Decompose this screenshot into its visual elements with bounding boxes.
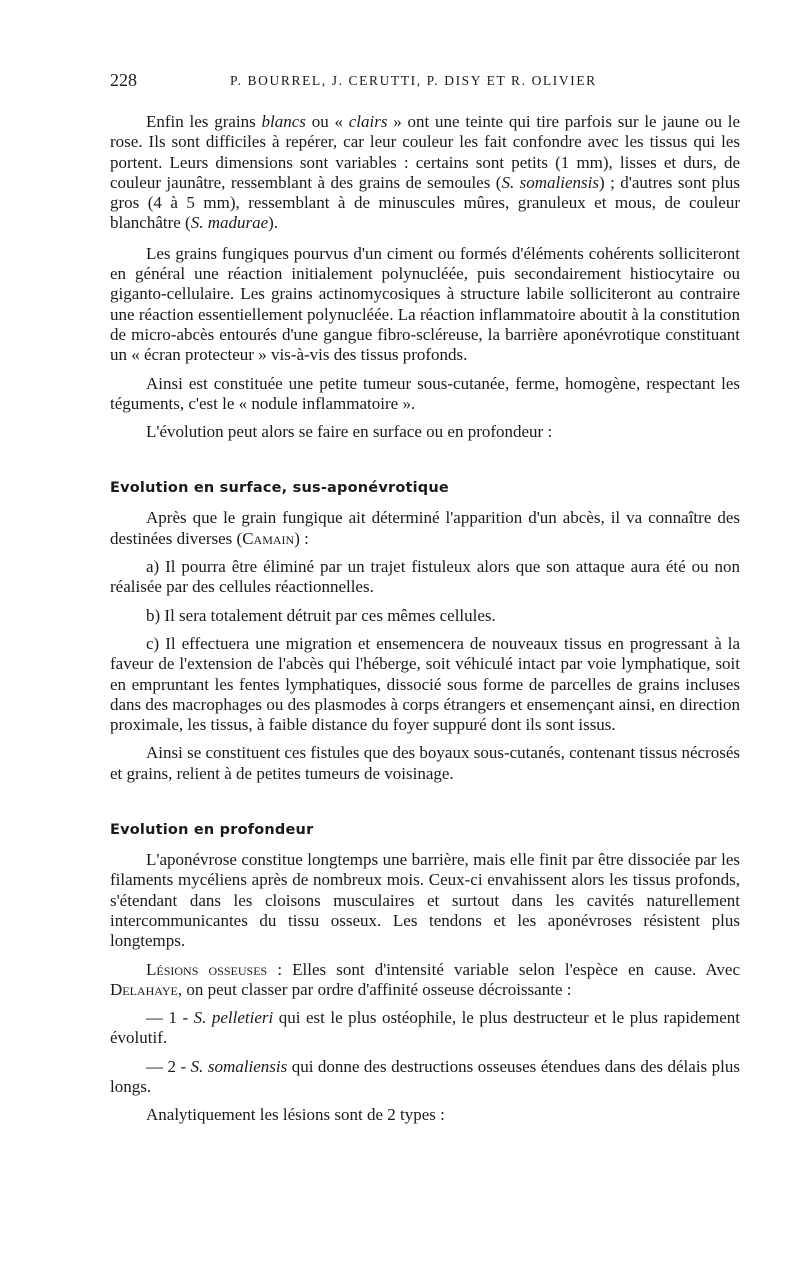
species-name: S. pelletieri: [193, 1008, 274, 1028]
italic-term: blancs: [261, 112, 306, 131]
paragraph-aponeurosis: L'aponévrose constitue longtemps une barrière, mais elle finit par être dissociée par les filaments mycéliens après de nombreux mois. Ceux-ci envahissent alors les tissus profonds, s'étendant dans les cloisons musculaires et surtout dans les cavités naturellement intercommunicantes du tissu osseux. Les tendons et les aponévroses résistent plus longtemps.: [110, 850, 740, 951]
list-item-c: c) Il effectuera une migration et ensemencera de nouveaux tissus en progressant à la faveur de l'extension de l'abcès qui l'héberge, soit véhiculé intact par voie lymphatique, soit en empruntant les fentes lymphatiques, dissocié sous forme de parcelles de grains incluses dans des macrophages ou des plasmodes à corps étrangers et ensemençant ainsi, en direction proximale, les tissus, à faible distance du foyer suppuré dont ils sont issus.: [110, 633, 740, 735]
page-number: 228: [110, 70, 137, 90]
species-name: S. somaliensis: [190, 1056, 288, 1076]
section-heading-surface: Evolution en surface, sus-aponévrotique: [110, 480, 449, 497]
list-item-b: b) Il sera totalement détruit par ces mêmes cellules.: [146, 605, 496, 625]
list-item-a: a) Il pourra être éliminé par un trajet fistuleux alors que son attaque aura été ou non réalisée par des cellules réactionnelles.: [110, 557, 740, 597]
paragraph-reaction: Les grains fungiques pourvus d'un ciment ou formés d'éléments cohérents solliciteront en général une réaction initialement polynucléée, puis secondairement histiocytaire ou giganto-cellulaire. Les grains actinomycosiques à structure labile solliciteront au contraire une réaction essentiellement polynucléée. La réaction inflammatoire aboutit à la constitution de micro-abcès entourés d'une gangue fibro-scléreuse, la barrière aponévrotique constituant un « écran protecteur » vis-à-vis des tissus profonds.: [110, 243, 740, 365]
header-authors: P. BOURREL, J. CERUTTI, P. DISY ET R. OLIVIER: [230, 73, 597, 88]
paragraph-fistulas: Ainsi se constituent ces fistules que des boyaux sous-cutanés, contenant tissus nécrosés et grains, relient à de petites tumeurs de voisinage.: [110, 743, 740, 783]
section-heading-depth: Evolution en profondeur: [110, 822, 314, 839]
list-item-2: — 2 - S. somaliensis qui donne des destructions osseuses étendues dans des délais plus longs.: [110, 1056, 740, 1096]
paragraph-evolution-intro: L'évolution peut alors se faire en surface ou en profondeur :: [146, 422, 553, 442]
species-name: S. somaliensis: [501, 172, 599, 192]
author-name: Delahaye: [110, 979, 178, 999]
italic-term: clairs: [348, 112, 388, 131]
running-header: [110, 70, 740, 94]
paragraph-white-grains: Enfin les grains blancs ou « clairs » ont une teinte qui tire parfois sur le jaune ou le rose. Ils sont difficiles à repérer, car leur couleur les fait confondre avec les tissus qui les portent. Leurs dimensions sont variables : certains sont petits (1 mm), lisses et durs, de couleur jaunâtre, ressemblant à des grains de semoules (S. somaliensis) ; d'autres sont plus gros (4 à 5 mm), ressemblant à de minuscules mûres, granuleux et mous, de couleur blanchâtre (S. madurae).: [110, 112, 741, 233]
paragraph-abscess: Après que le grain fungique ait déterminé l'apparition d'un abcès, il va connaître des destinées diverses (Camain) :: [110, 508, 740, 548]
paragraph-bone-lesions: Lésions osseuses : Elles sont d'intensité variable selon l'espèce en cause. Avec Delahaye, on peut classer par ordre d'affinité osseuse décroissante :: [110, 959, 740, 999]
paragraph-lesion-types: Analytiquement les lésions sont de 2 types :: [146, 1105, 445, 1125]
subheading-inline: Lésions osseuses: [146, 959, 268, 979]
paragraph-nodule: Ainsi est constituée une petite tumeur sous-cutanée, ferme, homogène, respectant les téguments, c'est le « nodule inflammatoire ».: [110, 373, 740, 413]
list-item-1: — 1 - S. pelletieri qui est le plus ostéophile, le plus destructeur et le plus rapidement évolutif.: [110, 1008, 740, 1048]
species-name: S. madurae: [190, 213, 269, 233]
body-text: [110, 112, 740, 1126]
author-name: Camain: [242, 528, 295, 548]
